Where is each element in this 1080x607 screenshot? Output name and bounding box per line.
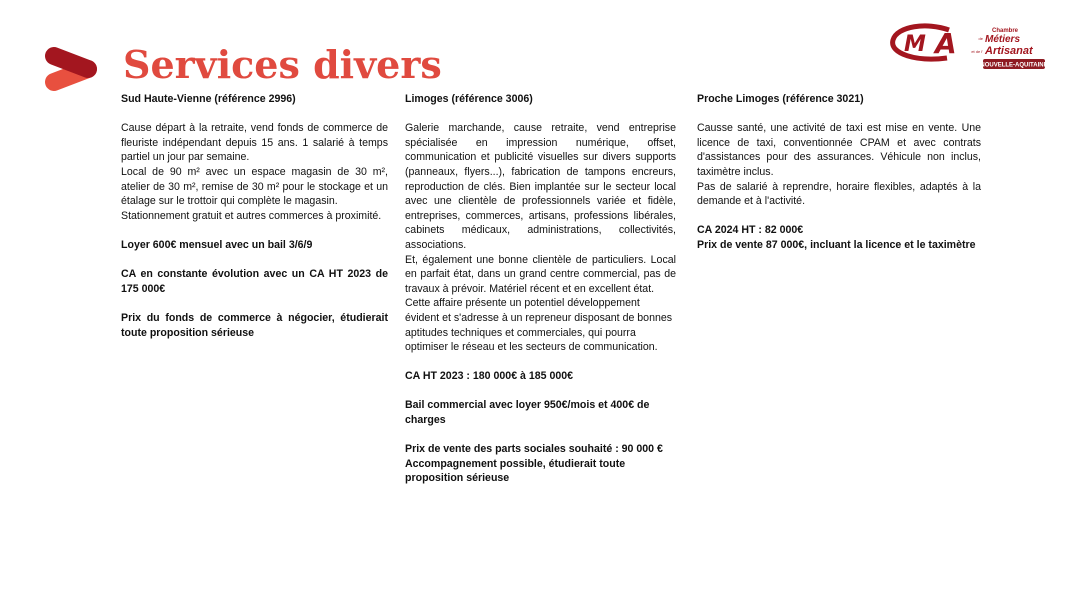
chevron-logo-icon	[44, 46, 102, 94]
listing-body: Et, également une bonne clientèle de particuliers. Local en parfait état, dans un grand centre commercial, pas de travaux à prévoir. Matériel récent et en excellent état.	[405, 253, 676, 295]
listing-body: Stationnement gratuit et autres commerces à proximité.	[121, 209, 382, 222]
svg-text:M: M	[904, 32, 926, 57]
listing-support: Accompagnement possible, étudierait toute proposition sérieuse	[405, 457, 626, 485]
page-title: Services divers	[123, 42, 442, 87]
listing-body: Cause départ à la retraite, vend fonds de commerce de fleuriste indépendant depuis 15 ans. 1 salarié à temps partiel un jour par semaine.	[121, 122, 388, 164]
listing-proche-limoges	[697, 92, 981, 253]
listing-body: Causse santé, une activité de taxi est mise en vente. Une licence de taxi, conventionnée CPAM et avec contrats d'assistances pour des assurances. Véhicule non inclus, taximètre inclus.	[697, 122, 981, 178]
cma-mark-icon	[893, 26, 957, 60]
logo-line3-prefix: et de l'	[971, 49, 983, 54]
listing-revenue: CA en constante évolution avec un CA HT 2023 de 175 000€	[121, 268, 388, 295]
listing-price: Prix de vente 87 000€, incluant la licence et le taximètre	[697, 238, 976, 251]
cma-logo	[887, 18, 1057, 74]
listing-revenue: CA 2024 HT : 82 000€	[697, 224, 804, 237]
logo-line3: Artisanat	[985, 45, 1033, 57]
listing-price: Prix de vente des parts sociales souhaité : 90 000 €	[405, 443, 663, 456]
logo-line2: Métiers	[985, 34, 1021, 45]
listing-heading: Sud Haute-Vienne (référence 2996)	[121, 93, 296, 105]
logo-badge: NOUVELLE-AQUITAINE	[980, 62, 1048, 69]
listing-rent: Loyer 600€ mensuel avec un bail 3/6/9	[121, 238, 313, 251]
listing-heading: Limoges (référence 3006)	[405, 93, 533, 105]
listing-body: Cette affaire présente un potentiel développement évident et s'adresse à un repreneur disposant de bonnes aptitudes techniques et commerciales, qui pourra optimiser le réseau et les secteurs de communication.	[405, 297, 673, 354]
listing-limoges	[405, 92, 676, 486]
logo-line2-prefix: de	[978, 36, 983, 41]
listing-price: Prix du fonds de commerce à négocier, étudierait toute proposition sérieuse	[121, 311, 388, 339]
listing-rent: Bail commercial avec loyer 950€/mois et 400€ de charges	[405, 399, 650, 427]
listing-body: Local de 90 m² avec un espace magasin de 30 m², atelier de 30 m², remise de 30 m² pour le stockage et un étalage sur le trottoir qui complète le magasin.	[121, 165, 388, 208]
listing-heading: Proche Limoges (référence 3021)	[697, 93, 864, 105]
svg-text:A: A	[935, 27, 957, 60]
listing-body: Pas de salarié à reprendre, horaire flexibles, adaptés à la demande et à l'activité.	[697, 180, 981, 208]
listing-sud-haute-vienne	[121, 92, 388, 340]
listing-revenue: CA HT 2023 : 180 000€ à 185 000€	[405, 370, 574, 383]
listing-body: Galerie marchande, cause retraite, vend entreprise spécialisée en impression numérique, offset, communication et publicité visuelles sur divers supports (panneaux, flyers...), fabrication de tampons encreurs, reproduction de clés. Bien implantée sur le secteur local avec une clientèle de professionnels variée et fidèle, entreprises, commerces, artisans, professions libérales, cabinets médicaux, administrations, collectivités, associations.	[405, 122, 676, 251]
logo-line1: Chambre	[991, 28, 1019, 34]
